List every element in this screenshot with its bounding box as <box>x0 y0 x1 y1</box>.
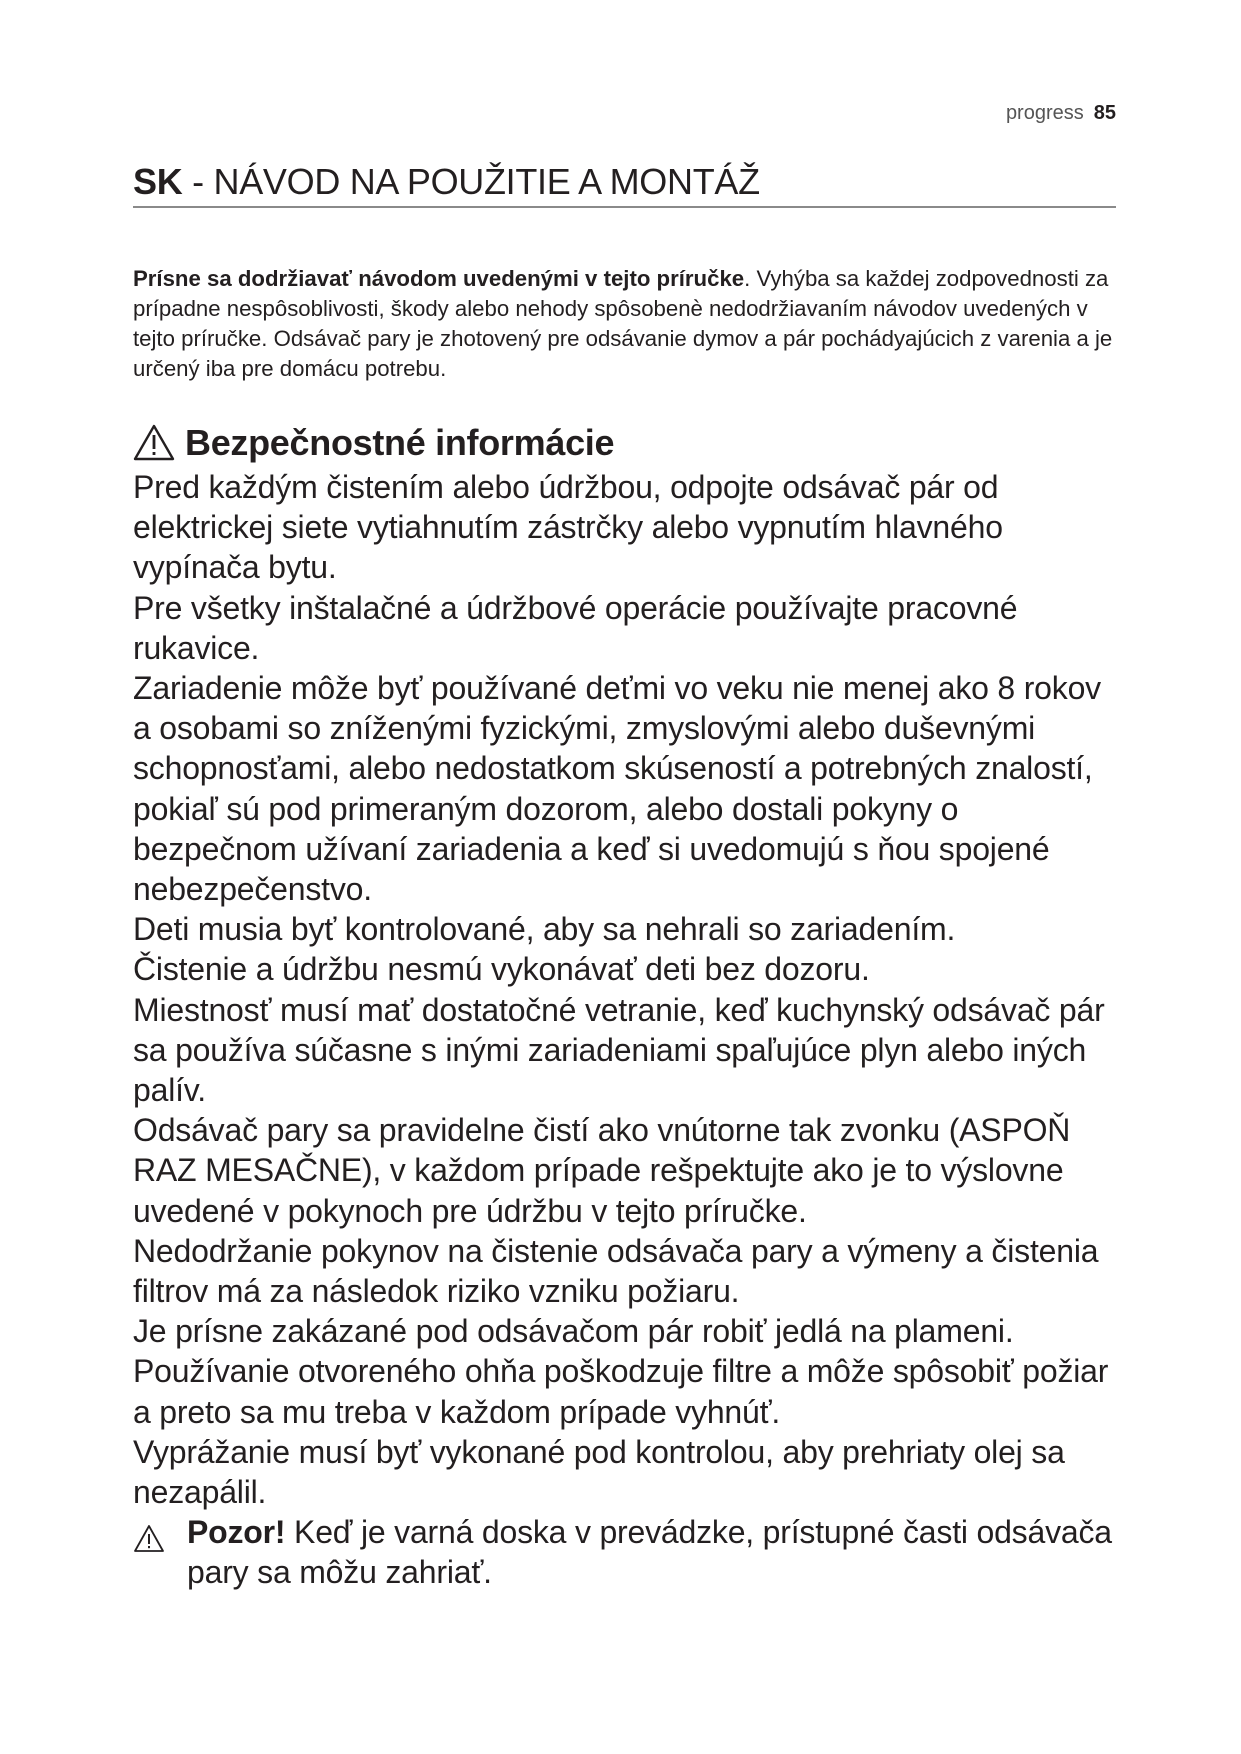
caution-body: Keď je varná doska v prevádzke, prístupné časti odsávača pary sa môžu zahriať. <box>187 1514 1112 1591</box>
safety-paragraph: Miestnosť musí mať dostatočné vetranie, keď kuchynský odsávač pár sa používa súčasne s inými zariadeniami spaľujúce plyn alebo iných palív. <box>133 991 1105 1109</box>
safety-paragraph: Je prísne zakázané pod odsávačom pár robiť jedlá na plameni. <box>133 1313 1014 1350</box>
page-number: 85 <box>1093 102 1116 124</box>
section-heading: Bezpečnostné informácie <box>185 422 615 463</box>
safety-paragraph: Vyprážanie musí byť vykonané pod kontrolou, aby prehriaty olej sa nezapálil. <box>133 1433 1065 1511</box>
title-text: - NÁVOD NA POUŽITIE A MONTÁŽ <box>182 161 760 202</box>
language-code: SK <box>133 161 183 202</box>
safety-paragraph: Nedodržanie pokynov na čistenie odsávača pary a výmeny a čistenia filtrov má za následok riziko vzniku požiaru. <box>133 1232 1099 1310</box>
page-header <box>1006 102 1116 125</box>
caution-text <box>187 1512 1123 1592</box>
safety-paragraph: Odsávač pary sa pravidelne čistí ako vnútorne tak zvonku (ASPOŇ RAZ MESAČNE), v každom prípade rešpektujte ako je to výslovne uvedené v pokynoch pre údržbu v tejto príručke. <box>133 1112 1071 1229</box>
intro-paragraph <box>133 264 1123 384</box>
warning-triangle-icon <box>133 424 175 462</box>
caution-note <box>133 1512 1123 1592</box>
page-title <box>133 160 1116 208</box>
safety-paragraph: Zariadenie môže byť používané deťmi vo veku nie menej ako 8 rokov a osobami so zníženými fyzickými, zmyslovými alebo duševnými schopnosťami, alebo nedostatkom skúseností a potrebných znalostí, pokiaľ sú pod primeraným dozorom, alebo dostali pokyny o bezpečnom užívaní zariadenia a keď si uvedomujú s ňou spojené nebezpečenstvo. <box>133 670 1101 908</box>
safety-paragraph: Čistenie a údržbu nesmú vykonávať deti bez dozoru. <box>133 951 870 988</box>
brand-name: progress <box>1005 102 1084 124</box>
intro-lead: Prísne sa dodržiavať návodom uvedenými v tejto príručke <box>133 266 745 291</box>
safety-paragraph: Pre všetky inštalačné a údržbové operácie používajte pracovné rukavice. <box>133 589 1018 666</box>
safety-paragraph: Používanie otvoreného ohňa poškodzuje filtre a môže spôsobiť požiar a preto sa mu treba v každom prípade vyhnúť. <box>133 1353 1109 1430</box>
safety-paragraph: Pred každým čistením alebo údržbou, odpojte odsávač pár od elektrickej siete vytiahnutím zástrčky alebo vypnutím hlavného vypínača bytu. <box>133 469 1003 586</box>
caution-label: Pozor! <box>187 1514 286 1550</box>
safety-text <box>133 467 1123 1512</box>
safety-paragraph: Deti musia byť kontrolované, aby sa nehrali so zariadením. <box>133 911 956 948</box>
intro-rest: . Vyhýba sa každej zodpovednosti za prípadne nespôsoblivosti, škody alebo nehody spôsobenè nedodržiavaním návodov uvedených v tejto príručke. Odsávač pary je zhotovený pre odsávanie dymov a pár pochádyajúcich z varenia a je určený iba pre domácu potrebu. <box>133 266 1113 381</box>
warning-triangle-icon <box>133 1524 165 1554</box>
safety-section-heading <box>133 418 614 468</box>
